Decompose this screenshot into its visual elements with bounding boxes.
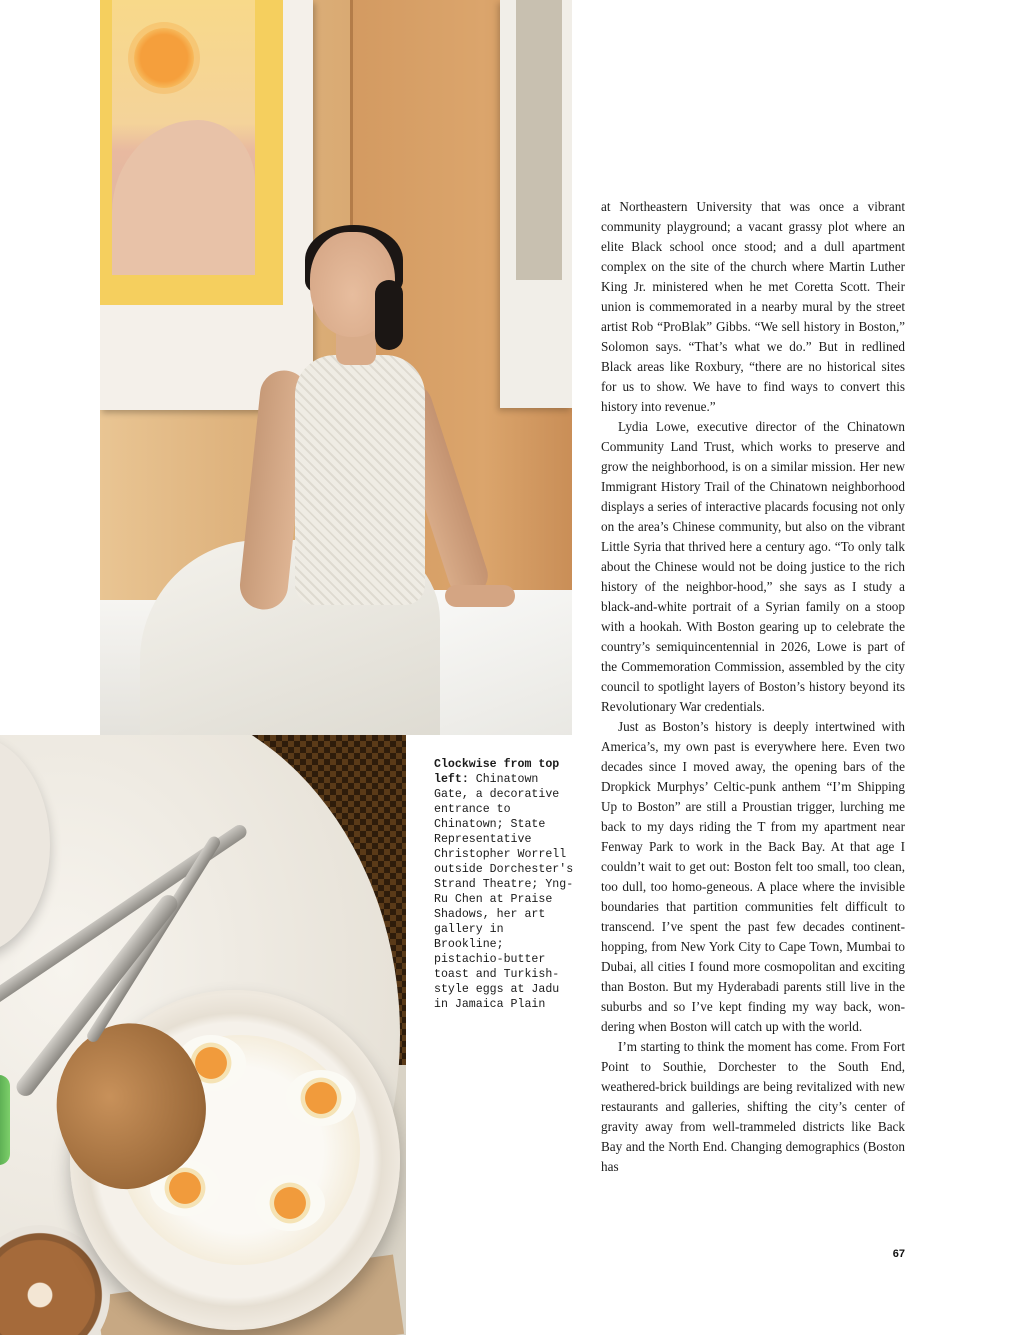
right-hand — [445, 585, 515, 607]
soft-boiled-egg — [255, 1175, 325, 1231]
portrait-photo — [100, 0, 572, 735]
caption-lead: Clockwise from top left: — [434, 758, 560, 786]
crochet-top — [295, 355, 425, 605]
framed-sun-print — [100, 0, 313, 410]
sun-shape — [134, 28, 194, 88]
photo-caption — [434, 757, 574, 1012]
soft-boiled-egg — [286, 1070, 356, 1126]
print-yellow-border — [100, 0, 283, 305]
framed-print-right — [500, 0, 572, 408]
paragraph: Lydia Lowe, executive director of the Chinatown Community Land Trust, which works to preserve and grow the neighborhood, is on a similar mission. Her new Immigrant History Trail of the Chinatown neighborhood displays a series of interactive placards focusing not only on the area’s Chinese community, but also on the vibrant Little Syria that thrived here a century ago. “To only talk about the Chinese would not be doing justice to the rich history of the neighbor-hood,” she says as I study a black-and-white portrait of a Syrian family on a stoop with a hookah. With Boston gearing up to celebrate the country’s semiquincentennial in 2026, Lowe is part of the Commemoration Commission, assembled by the city council to spotlight layers of Boston’s history beyond its Revolutionary War credentials. — [601, 419, 905, 714]
food-photo — [0, 735, 406, 1335]
paragraph: I’m starting to think the moment has come. From Fort Point to Southie, Dorchester to the South End, weathered-brick buildings are being revitalized with new restaurants and galleries, shifting the city’s center of gravity away from well-trammeled districts like Back Bay and the North End. Changing demographics (Boston has — [601, 1039, 905, 1174]
ponytail — [375, 280, 403, 350]
hill-shape — [112, 120, 255, 275]
print-artwork-right — [516, 0, 562, 280]
green-glass — [0, 1075, 10, 1165]
page-number: 67 — [892, 1248, 905, 1260]
paragraph: at Northeastern University that was once a vibrant community playground; a vacant grassy plot where an elite Black school once stood; and a dull apartment complex on the site of the church where Martin Luther King Jr. ministered when he met Coretta Scott. Their union is commemorated in a nearby mural by the street artist Rob “ProBlak” Gibbs. “We sell history in Boston,” Solomon says. “That’s what we do.” But in redlined Black areas like Roxbury, “there are no historical sites for us to show. We have to find ways to convert this history into revenue.” — [601, 199, 905, 414]
caption-text: Chinatown Gate, a decorative entrance to Chinatown; State Representative Christopher Worrell outside Dorchester's Strand Theatre; Yng-Ru Chen at Praise Shadows, her art gallery in Brookline; pistachio-butter toast and Turkish-style eggs at Jadu in Jamaica Plain — [434, 773, 574, 1011]
article-column — [601, 197, 905, 1177]
print-artwork — [112, 0, 255, 275]
paragraph: Just as Boston’s history is deeply intertwined with America’s, my own past is everywhere here. Even two decades since I moved away, the opening bars of the Dropkick Murphys’ Celtic-punk anthem “I’m Shipping Up to Boston” are still a Proustian trigger, lurching me back to my days riding the T from my apartment near Fenway Park to work in the Back Bay. At that age I couldn’t wait to get out: Boston felt too small, too clean, too dull, too homo-geneous. A place where the invisible boundaries that partition communities felt difficult to transcend. I’ve spent the past few decades continent-hopping, from New York City to Cape Town, Mumbai to Dubai, all cities I found more cosmopolitan and exciting than Boston. But my Hyderabadi parents still live in the suburbs and so I’ve kept finding my way back, won-dering when Boston will catch up with the world. — [601, 719, 905, 1034]
